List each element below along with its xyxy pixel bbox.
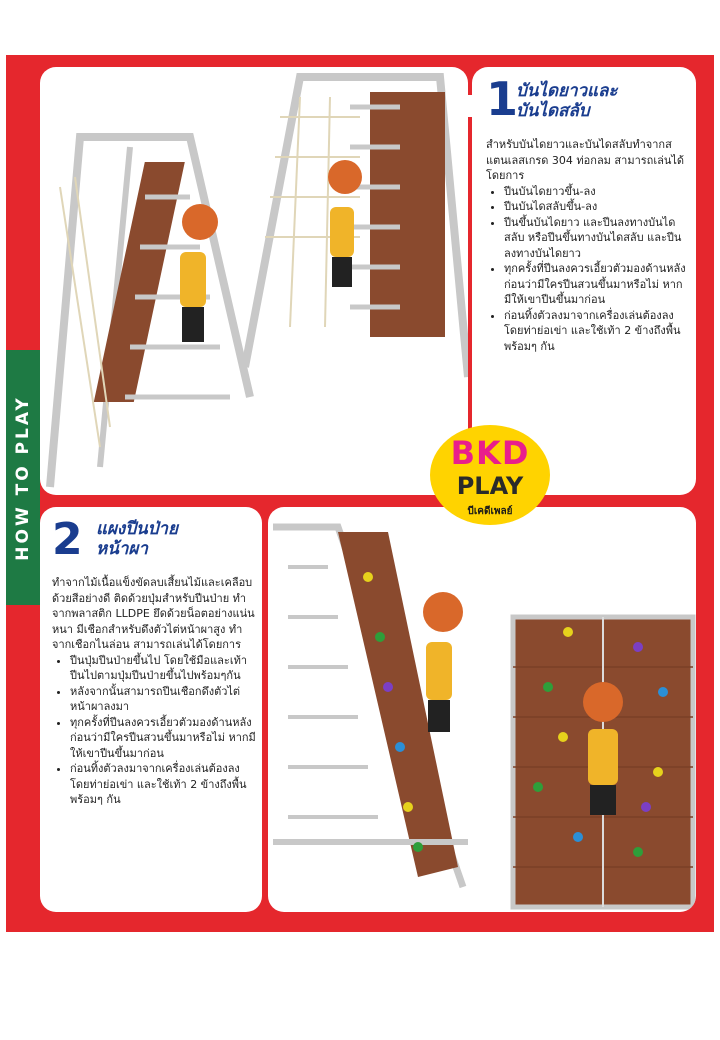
section1-title-line2: บันไดสลับ bbox=[516, 101, 590, 121]
how-to-play-tab bbox=[6, 350, 40, 605]
section1-intro: สำหรับบันไดยาวและบันไดสลับทำจากสแตนเลสเกรด 304 ท่อกลม สามารถเล่นได้โดยการ bbox=[486, 138, 685, 182]
section2-card bbox=[40, 507, 262, 912]
bkd-play-logo bbox=[420, 420, 560, 530]
section1-bullet: • ก่อนทิ้งตัวลงมาจากเครื่องเล่นต้องลงโดยท่าย่อเข่า และใช้เท้า 2 ข้างถึงพื้นพร้อมๆ กัน bbox=[504, 308, 688, 355]
section2-bullet: • หลังจากนั้นสามารถปีนเชือกดึงตัวไต่หน้าผาลงมา bbox=[70, 684, 256, 715]
section1-title bbox=[516, 81, 618, 121]
climbing-wall-illustration bbox=[268, 507, 696, 912]
section2-bullet: • ทุกครั้งที่ปีนลงควรเอี้ยวตัวมองด้านหลังก่อนว่ามีใครปีนสวนขึ้นมาหรือไม่ หากมีให้เขาปีนขึ้นมาก่อน bbox=[70, 715, 256, 762]
section2-bullets bbox=[52, 653, 256, 808]
section1-number: 1 bbox=[486, 72, 519, 126]
logo-thai-text: บีเคดีเพลย์ bbox=[467, 506, 513, 517]
section1-bullet: • ปีนขึ้นบันไดยาว และปีนลงทางบันไดสลับ หรือปีนขึ้นทางบันไดสลับ และปีนลงทางบันไดยาว bbox=[504, 215, 688, 262]
page-background bbox=[6, 55, 714, 932]
section1-bullet: • ทุกครั้งที่ปีนลงควรเอี้ยวตัวมองด้านหลังก่อนว่ามีใครปีนสวนขึ้นมาหรือไม่ หากมีให้เขาปีนขึ้นมาก่อน bbox=[504, 261, 688, 308]
ladder-illustration-card bbox=[40, 67, 468, 495]
section2-title bbox=[96, 519, 178, 559]
logo-play-text: PLAY bbox=[456, 472, 524, 500]
section2-number: 2 bbox=[52, 514, 83, 565]
section1-bullet: • ปีนบันไดสลับขึ้น-ลง bbox=[504, 199, 688, 215]
ladder-illustration bbox=[40, 67, 468, 495]
section1-bullet: • ปีนบันไดยาวขึ้น-ลง bbox=[504, 184, 688, 200]
section2-body bbox=[52, 575, 256, 808]
section1-title-line1: บันไดยาวและ bbox=[516, 81, 618, 101]
section2-intro: ทำจากไม้เนื้อแข็งขัดลบเสี้ยนไม้และเคลือบด้วยสีอย่างดี ติดด้วยปุ่มสำหรับปีนป่าย ทำจากพลาสติก LLDPE ยึดด้วยน็อตอย่างแน่นหนา มีเชือกสำหรับดึงตัวไต่หน้าผาสูง ทำจากเชือกไนล่อน สามารถเล่นได้โดยการ bbox=[52, 576, 255, 651]
section2-bullet: • ปีนปุ่มปีนป่ายขึ้นไป โดยใช้มือและเท้าปีนไปตามปุ่มปีนป่ายขึ้นไปพร้อมๆกัน bbox=[70, 653, 256, 684]
section1-body bbox=[486, 137, 688, 354]
section2-bullet: • ก่อนทิ้งตัวลงมาจากเครื่องเล่นต้องลงโดยท่าย่อเข่า และใช้เท้า 2 ข้างถึงพื้นพร้อมๆ กัน bbox=[70, 761, 256, 808]
logo-bkd-text: BKD bbox=[450, 434, 530, 472]
section2-title-line1: แผงปีนป่าย bbox=[96, 519, 178, 539]
climbing-wall-illustration-card bbox=[268, 507, 696, 912]
section2-title-line2: หน้าผา bbox=[96, 539, 148, 559]
section1-bullets bbox=[486, 184, 688, 355]
how-to-play-label: HOW TO PLAY bbox=[13, 394, 33, 561]
